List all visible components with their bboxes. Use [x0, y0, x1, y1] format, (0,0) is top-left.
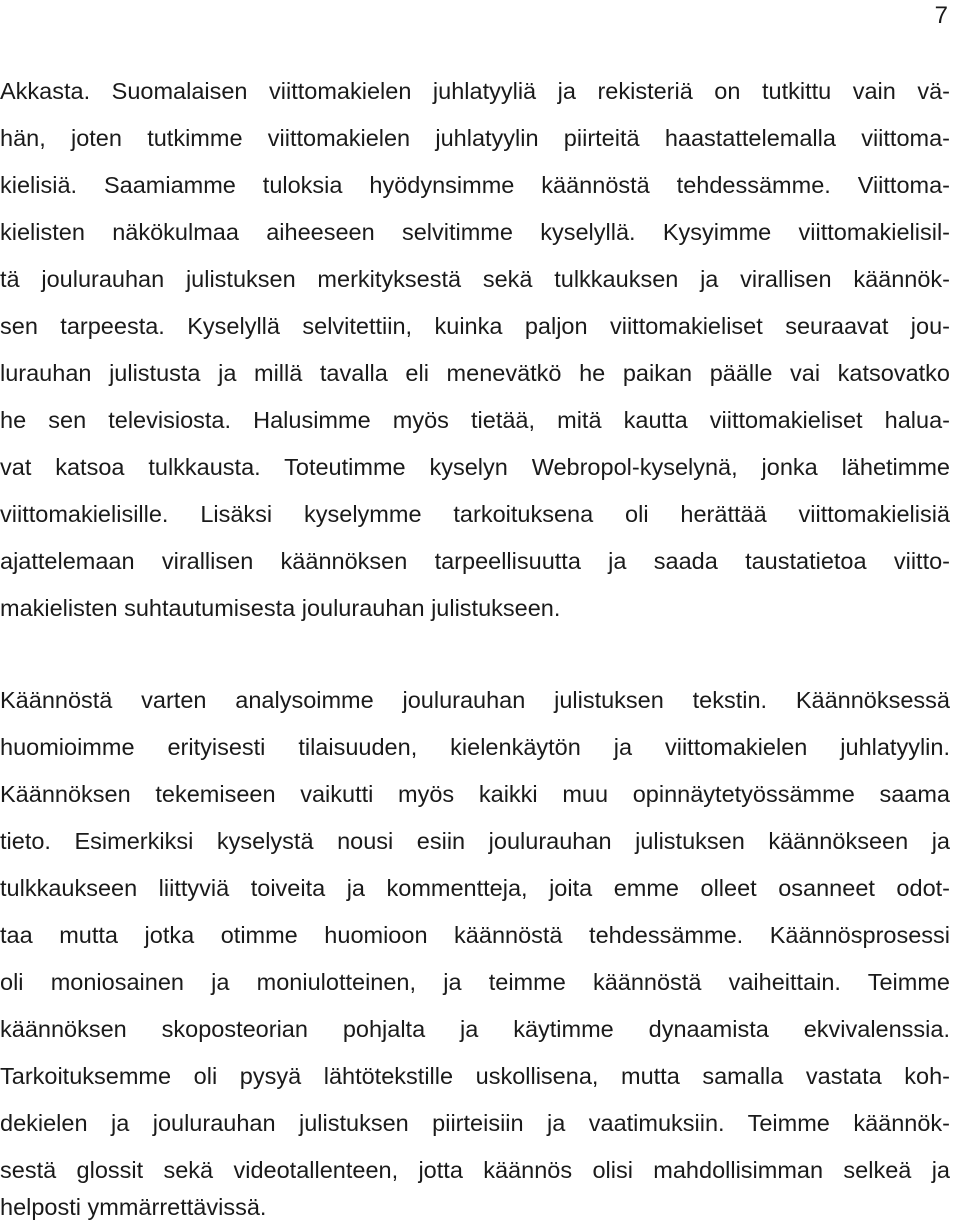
- text-line: Akkasta. Suomalaisen viittomakielen juhlatyyliä ja rekisteriä on tutkittu vain vä-: [0, 78, 950, 104]
- text-line: käännöksen skoposteorian pohjalta ja käytimme dynaamista ekvivalenssia.: [0, 1016, 950, 1042]
- text-line: he sen televisiosta. Halusimme myös tietää, mitä kautta viittomakieliset halua-: [0, 407, 950, 433]
- text-line: Tarkoituksemme oli pysyä lähtötekstille uskollisena, mutta samalla vastata koh-: [0, 1063, 950, 1089]
- text-line: tä joulurauhan julistuksen merkityksestä sekä tulkkauksen ja virallisen käännök-: [0, 266, 950, 292]
- text-line: helposti ymmärrettävissä.: [0, 1194, 267, 1220]
- text-line: tieto. Esimerkiksi kyselystä nousi esiin joulurauhan julistuksen käännökseen ja: [0, 828, 950, 854]
- text-line: Käännöstä varten analysoimme joulurauhan julistuksen tekstin. Käännöksessä: [0, 687, 950, 713]
- text-line: kielisiä. Saamiamme tuloksia hyödynsimme käännöstä tehdessämme. Viittoma-: [0, 172, 950, 198]
- text-line: hän, joten tutkimme viittomakielen juhlatyylin piirteitä haastattelemalla viittoma-: [0, 125, 950, 151]
- text-line: taa mutta jotka otimme huomioon käännöstä tehdessämme. Käännösprosessi: [0, 922, 950, 948]
- text-line: kielisten näkökulmaa aiheeseen selvitimme kyselyllä. Kysyimme viittomakielisil-: [0, 219, 950, 245]
- text-line: vat katsoa tulkkausta. Toteutimme kyselyn Webropol-kyselynä, jonka lähetimme: [0, 454, 950, 480]
- text-line: sestä glossit sekä videotallenteen, jotta käännös olisi mahdollisimman selkeä ja: [0, 1157, 950, 1183]
- text-line: tulkkaukseen liittyviä toiveita ja kommentteja, joita emme olleet osanneet odot-: [0, 875, 950, 901]
- text-line: dekielen ja joulurauhan julistuksen piirteisiin ja vaatimuksiin. Teimme käännök-: [0, 1110, 950, 1136]
- text-line: sen tarpeesta. Kyselyllä selvitettiin, kuinka paljon viittomakieliset seuraavat jou-: [0, 313, 950, 339]
- text-line: ajattelemaan virallisen käännöksen tarpeellisuutta ja saada taustatietoa viitto-: [0, 548, 950, 574]
- text-line: lurauhan julistusta ja millä tavalla eli menevätkö he paikan päälle vai katsovatko: [0, 360, 950, 386]
- text-line: makielisten suhtautumisesta joulurauhan julistukseen.: [0, 595, 561, 621]
- text-line: huomioimme erityisesti tilaisuuden, kielenkäytön ja viittomakielen juhlatyylin.: [0, 734, 950, 760]
- text-line: viittomakielisille. Lisäksi kyselymme tarkoituksena oli herättää viittomakielisiä: [0, 501, 950, 527]
- text-line: Käännöksen tekemiseen vaikutti myös kaikki muu opinnäytetyössämme saama: [0, 781, 950, 807]
- text-line: oli moniosainen ja moniulotteinen, ja teimme käännöstä vaiheittain. Teimme: [0, 969, 950, 995]
- page-number: 7: [934, 2, 948, 29]
